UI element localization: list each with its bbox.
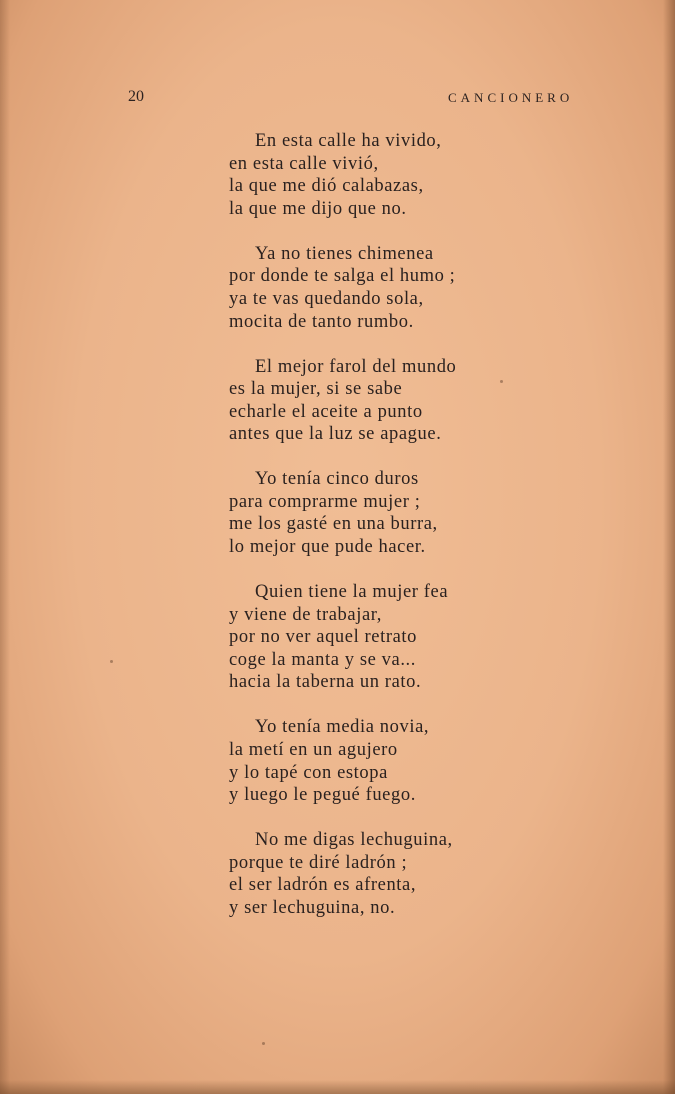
stanza (229, 829, 529, 919)
poem-body (229, 130, 529, 942)
verse-line: y viene de trabajar, (229, 604, 383, 625)
stanza (229, 581, 529, 694)
stanza (229, 716, 529, 806)
verse-line: hacia la taberna un rato. (229, 672, 422, 693)
verse-line: Yo tenía cinco duros (255, 469, 419, 490)
running-head: CANCIONERO (448, 90, 574, 105)
verse-line: mocita de tanto rumbo. (229, 311, 414, 332)
verse-line: en esta calle vivió, (229, 153, 379, 174)
page-number: 20 (128, 88, 144, 105)
verse-line: lo mejor que pude hacer. (229, 537, 426, 558)
stanza (229, 130, 529, 220)
page-right-edge-shadow (663, 0, 675, 1094)
verse-line: y luego le pegué fuego. (229, 785, 416, 806)
verse-line: y lo tapé con estopa (229, 762, 388, 783)
page-left-edge-shadow (0, 0, 10, 1094)
verse-line: la metí en un agujero (229, 740, 398, 761)
page-bottom-edge-shadow (0, 1080, 675, 1094)
verse-line: porque te diré ladrón ; (229, 852, 408, 873)
verse-line: antes que la luz se apague. (229, 424, 442, 445)
verse-line: y ser lechuguina, no. (229, 897, 396, 918)
verse-line: echarle el aceite a punto (229, 401, 423, 422)
verse-line: ya te vas quedando sola, (229, 288, 424, 309)
verse-line: la que me dijo que no. (229, 198, 407, 219)
verse-line: por donde te salga el humo ; (229, 266, 456, 287)
verse-line: Ya no tienes chimenea (255, 243, 434, 264)
stanza (229, 243, 529, 333)
stanza (229, 356, 529, 446)
verse-line: por no ver aquel retrato (229, 627, 418, 648)
verse-line: coge la manta y se va... (229, 649, 416, 670)
verse-line: es la mujer, si se sabe (229, 379, 403, 400)
verse-line: Quien tiene la mujer fea (255, 582, 449, 603)
verse-line: Yo tenía media novia, (255, 717, 430, 738)
paper-speck (110, 660, 113, 663)
verse-line: la que me dió calabazas, (229, 176, 424, 197)
verse-line: me los gasté en una burra, (229, 514, 438, 535)
stanza (229, 468, 529, 558)
paper-speck (262, 1042, 265, 1045)
verse-line: No me digas lechuguina, (255, 830, 453, 851)
verse-line: el ser ladrón es afrenta, (229, 875, 417, 896)
verse-line: En esta calle ha vivido, (255, 131, 442, 151)
verse-line: El mejor farol del mundo (255, 356, 457, 377)
verse-line: para comprarme mujer ; (229, 491, 421, 512)
